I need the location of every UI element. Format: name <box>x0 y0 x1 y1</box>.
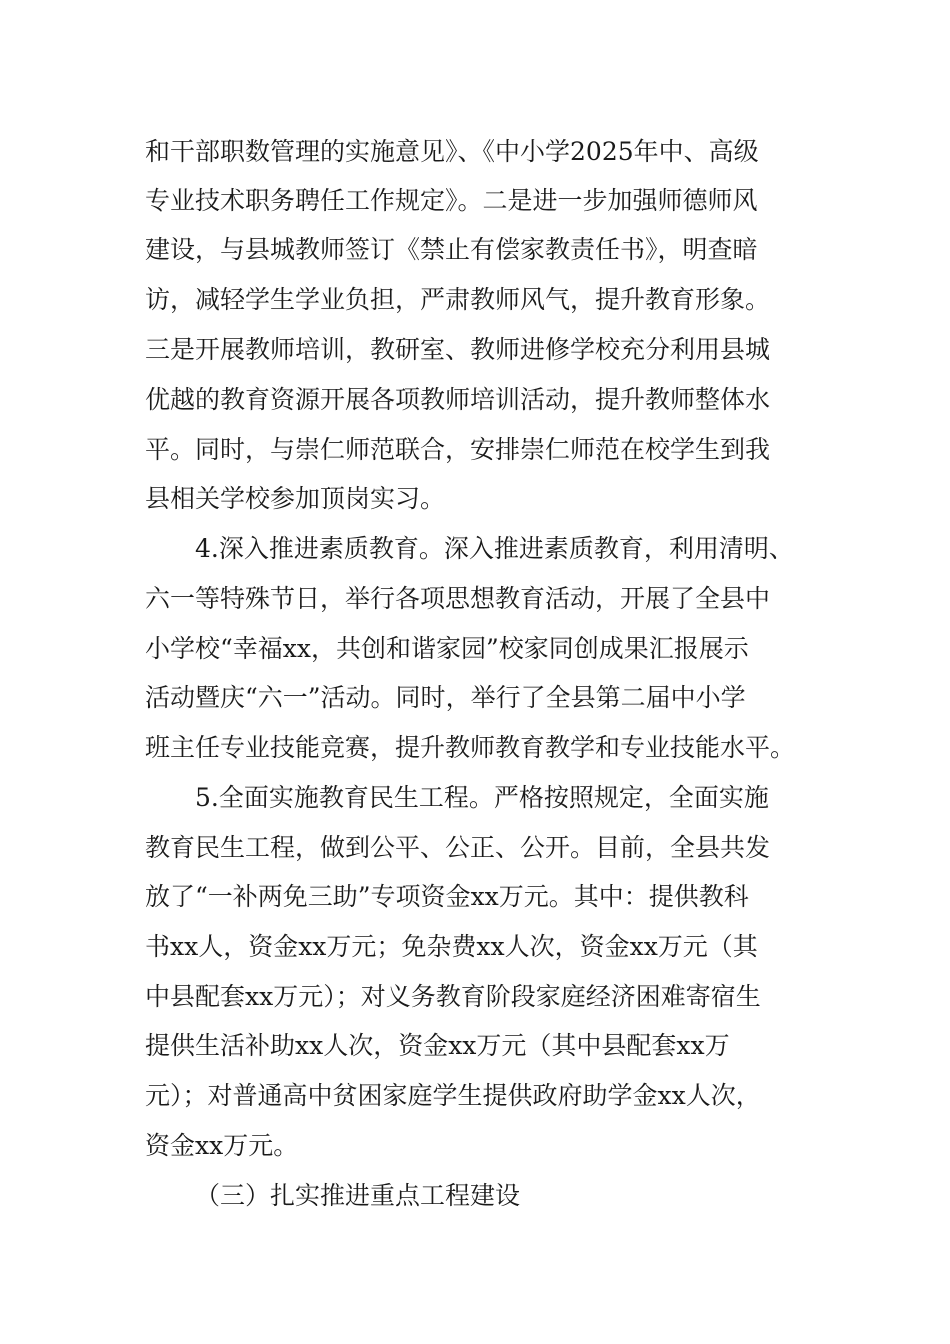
text-line: 资金xx万元。 <box>145 1131 299 1160</box>
text-line: 专业技术职务聘任工作规定》。二是进一步加强师德师风 <box>145 186 758 215</box>
text-line: 书xx人，资金xx万元；免杂费xx人次，资金xx万元（其 <box>145 932 758 961</box>
text-line: 小学校“幸福xx，共创和谐家园”校家同创成果汇报展示 <box>145 634 749 663</box>
text-line: 元）；对普通高中贫困家庭学生提供政府助学金xx人次， <box>145 1081 761 1110</box>
text-line: 建设，与县城教师签订《禁止有偿家教责任书》，明查暗 <box>145 235 758 264</box>
text-line: 教育民生工程，做到公平、公正、公开。目前，全县共发 <box>145 833 771 862</box>
paragraph-heading: 5.全面实施教育民生工程。严格按照规定，全面实施 <box>195 783 769 812</box>
text-line: 三是开展教师培训，教研室、教师进修学校充分利用县城 <box>145 335 771 364</box>
paragraph-heading: 4.深入推进素质教育。深入推进素质教育，利用清明、 <box>195 534 794 563</box>
text-line: 中县配套xx万元）；对义务教育阶段家庭经济困难寄宿生 <box>145 982 761 1011</box>
text-line: 访，减轻学生学业负担，严肃教师风气，提升教育形象。 <box>145 285 771 314</box>
text-line: 提供生活补助xx人次，资金xx万元（其中县配套xx万 <box>145 1031 730 1060</box>
text-line: 放了“一补两免三助”专项资金xx万元。其中：提供教科 <box>145 882 749 911</box>
text-line: 和干部职数管理的实施意见》、《中小学2025年中、高级 <box>145 137 759 166</box>
text-line: 县相关学校参加顶岗实习。 <box>145 484 446 513</box>
text-line: 优越的教育资源开展各项教师培训活动，提升教师整体水 <box>145 385 771 414</box>
text-line: 班主任专业技能竞赛，提升教师教育教学和专业技能水平。 <box>145 733 796 762</box>
text-line: 平。同时，与崇仁师范联合，安排崇仁师范在校学生到我 <box>145 435 771 464</box>
section-heading: （三）扎实推进重点工程建设 <box>195 1181 521 1210</box>
text-line: 六一等特殊节日，举行各项思想教育活动，开展了全县中 <box>145 584 771 613</box>
text-line: 活动暨庆“六一”活动。同时，举行了全县第二届中小学 <box>145 683 746 712</box>
